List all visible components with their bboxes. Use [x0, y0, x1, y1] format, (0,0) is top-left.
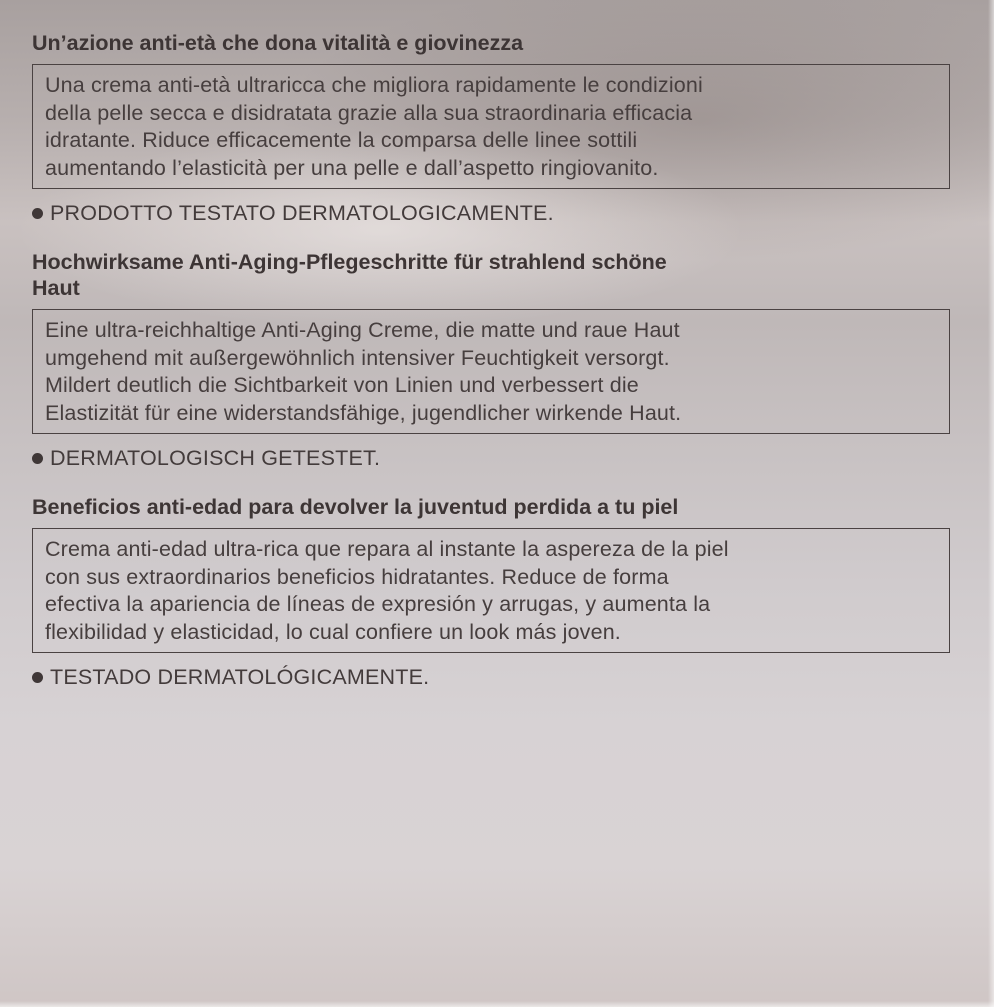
package-edge-bottom — [0, 1001, 994, 1007]
heading-line: Haut — [32, 276, 80, 300]
dermatology-note-text: TESTADO DERMATOLÓGICAMENTE. — [50, 665, 430, 689]
section-italian — [32, 30, 950, 227]
section-heading-german — [32, 249, 950, 301]
package-text-panel — [32, 30, 950, 691]
bullet-dot-icon — [32, 672, 43, 683]
bullet-dot-icon — [32, 453, 43, 464]
description-box-italian — [32, 64, 950, 189]
dermatology-note-italian — [32, 199, 950, 227]
dermatology-note-spanish — [32, 663, 950, 691]
description-line: Elastizität für eine widerstandsfähige, jugendlicher wirkende Haut. — [45, 400, 682, 425]
description-line: Crema anti-edad ultra-rica que repara al instante la aspereza de la piel — [45, 537, 729, 561]
description-line: con sus extraordinarios beneficios hidratantes. Reduce de forma — [45, 564, 669, 589]
description-line: della pelle secca e disidratata grazie alla sua straordinaria efficacia — [45, 100, 693, 125]
dermatology-note-text: PRODOTTO TESTATO DERMATOLOGICAMENTE. — [50, 201, 554, 225]
description-line: Una crema anti-età ultraricca che migliora rapidamente le condizioni — [45, 73, 703, 97]
description-line: umgehend mit außergewöhnlich intensiver Feuchtigkeit versorgt. — [45, 345, 670, 370]
dermatology-note-text: DERMATOLOGISCH GETESTET. — [50, 446, 381, 470]
section-heading-italian: Un’azione anti-età che dona vitalità e giovinezza — [32, 31, 524, 55]
description-line: Eine ultra-reichhaltige Anti-Aging Creme, die matte und raue Haut — [45, 318, 680, 342]
heading-line: Hochwirksame Anti-Aging-Pflegeschritte für strahlend schöne — [32, 250, 667, 274]
section-spanish — [32, 494, 950, 691]
package-edge-right — [988, 0, 994, 1007]
description-line: idratante. Riduce efficacemente la comparsa delle linee sottili — [45, 128, 638, 152]
description-box-german — [32, 309, 950, 434]
description-line: aumentando l’elasticità per una pelle e dall’aspetto ringiovanito. — [45, 155, 659, 180]
section-heading-spanish: Beneficios anti-edad para devolver la juventud perdida a tu piel — [32, 495, 679, 519]
description-line: efectiva la apariencia de líneas de expresión y arrugas, y aumenta la — [45, 592, 711, 616]
description-box-spanish — [32, 528, 950, 653]
section-german — [32, 249, 950, 472]
dermatology-note-german — [32, 444, 950, 472]
bullet-dot-icon — [32, 208, 43, 219]
description-line: flexibilidad y elasticidad, lo cual confiere un look más joven. — [45, 619, 621, 644]
description-line: Mildert deutlich die Sichtbarkeit von Linien und verbessert die — [45, 373, 639, 397]
